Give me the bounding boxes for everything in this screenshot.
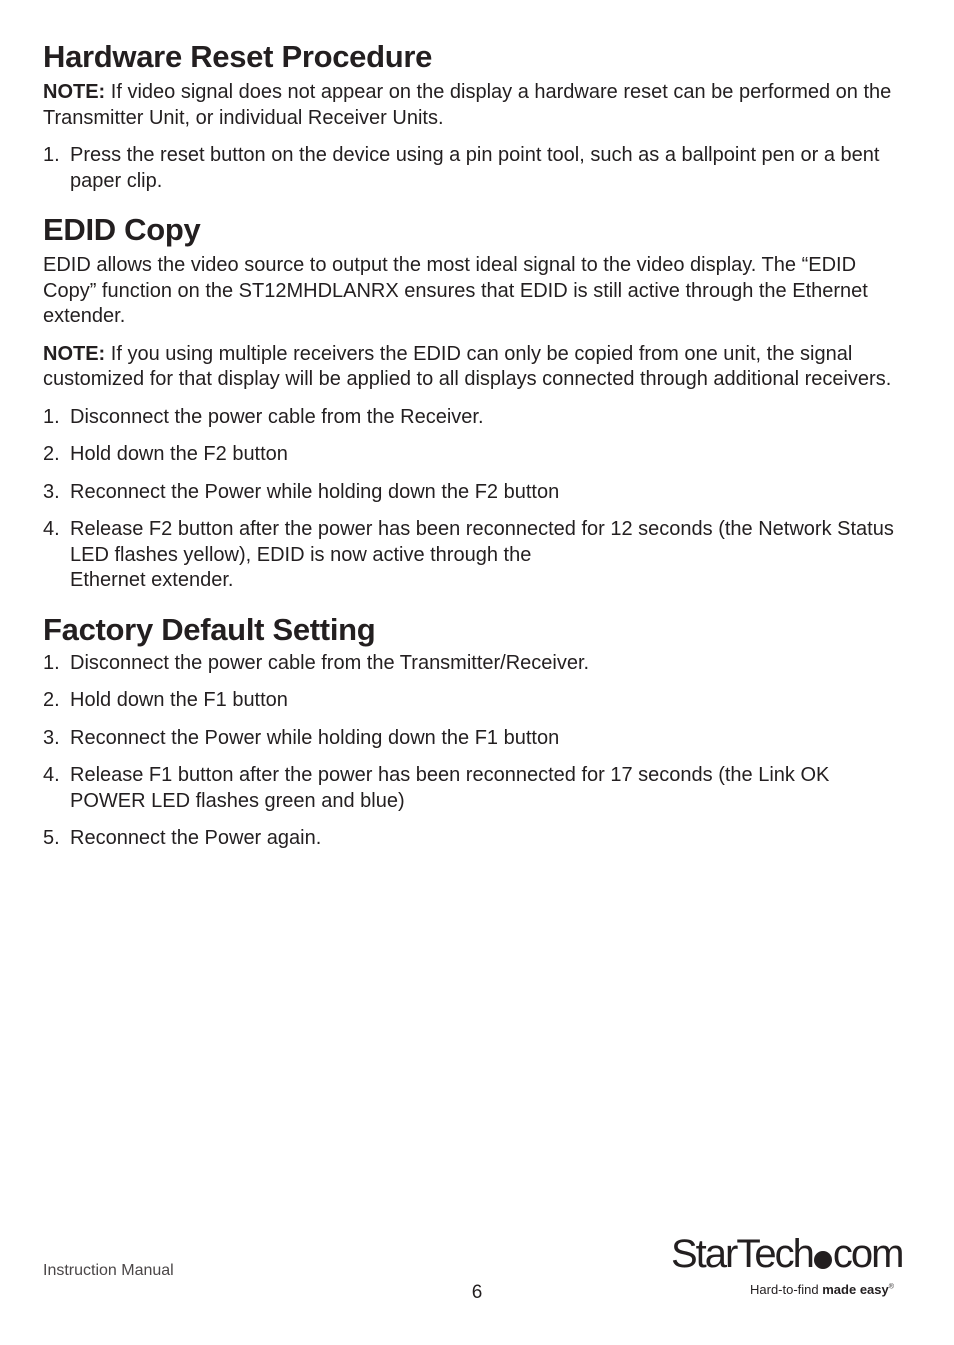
step-number: 3.	[43, 726, 60, 749]
section-title: Hardware Reset Procedure	[43, 39, 433, 74]
list-item	[43, 826, 903, 852]
logo-text-com: com	[832, 1232, 903, 1276]
steps-list	[43, 651, 903, 852]
step-text-continued: Ethernet extender.	[70, 569, 234, 591]
step-text: Release F2 button after the power has been reconnected for 12 seconds (the Network Status LED flashes yellow), EDID is now active through the	[70, 518, 894, 566]
step-text: Reconnect the Power while holding down the F1 button	[70, 726, 560, 749]
logo-tagline	[750, 1282, 894, 1297]
page-content	[43, 38, 903, 852]
section-factory-default	[43, 611, 903, 852]
step-text: Press the reset button on the device using a pin point tool, such as a ballpoint pen or a bent paper clip.	[70, 144, 880, 192]
registered-mark: ®	[888, 1283, 894, 1291]
footer-manual-label: Instruction Manual	[43, 1262, 174, 1279]
section-title: EDID Copy	[43, 212, 201, 247]
steps-list	[43, 143, 903, 194]
step-number: 4.	[43, 764, 60, 786]
note-label: NOTE:	[43, 342, 106, 365]
step-number: 2.	[43, 689, 60, 711]
note-label: NOTE:	[43, 81, 106, 103]
list-item	[43, 442, 903, 468]
step-number: 3.	[43, 480, 60, 503]
section-title: Factory Default Setting	[43, 611, 376, 647]
note-text: If video signal does not appear on the display a hardware reset can be performed on the Transmitter Unit, or individual Receiver Units.	[43, 81, 892, 129]
page-number: 6	[471, 1282, 483, 1303]
step-text: Reconnect the Power while holding down the F2 button	[70, 480, 560, 503]
logo-text-brand: StarTech	[671, 1232, 813, 1276]
list-item	[43, 405, 903, 431]
step-text: Hold down the F1 button	[70, 689, 288, 711]
section-edid-copy	[43, 211, 903, 594]
list-item	[43, 651, 903, 677]
tagline-text: Hard-to-find	[750, 1282, 823, 1297]
step-number: 5.	[43, 827, 60, 849]
step-number: 1.	[43, 405, 60, 428]
list-item	[43, 688, 903, 714]
list-item	[43, 517, 903, 594]
note-paragraph	[43, 80, 903, 131]
body-paragraph: EDID allows the video source to output the most ideal signal to the video display. The “EDID Copy” function on the ST12MHDLANRX ensures that EDID is still active through the Ethernet extender.	[43, 254, 868, 327]
list-item	[43, 143, 903, 194]
section-hardware-reset	[43, 38, 903, 194]
step-text: Hold down the F2 button	[70, 443, 288, 465]
note-text: If you using multiple receivers the EDID can only be copied from one unit, the signal customized for that display will be applied to all displays connected through additional receivers.	[43, 342, 892, 390]
list-item	[43, 480, 903, 506]
startech-logo	[671, 1232, 911, 1302]
step-text: Reconnect the Power again.	[70, 827, 322, 849]
step-text: Disconnect the power cable from the Receiver.	[70, 405, 484, 428]
step-number: 4.	[43, 518, 60, 540]
note-paragraph	[43, 342, 903, 393]
step-number: 1.	[43, 651, 60, 674]
tagline-bold: made easy	[822, 1282, 889, 1297]
list-item	[43, 726, 903, 752]
step-text: Disconnect the power cable from the Transmitter/Receiver.	[70, 651, 590, 674]
logo-dot-icon	[814, 1251, 832, 1269]
step-number: 1.	[43, 144, 60, 166]
logo-wordmark	[671, 1232, 902, 1276]
steps-list	[43, 405, 903, 594]
step-number: 2.	[43, 443, 60, 465]
step-text: Release F1 button after the power has been reconnected for 17 seconds (the Link OK POWER LED flashes green and blue)	[70, 764, 830, 812]
list-item	[43, 763, 903, 814]
